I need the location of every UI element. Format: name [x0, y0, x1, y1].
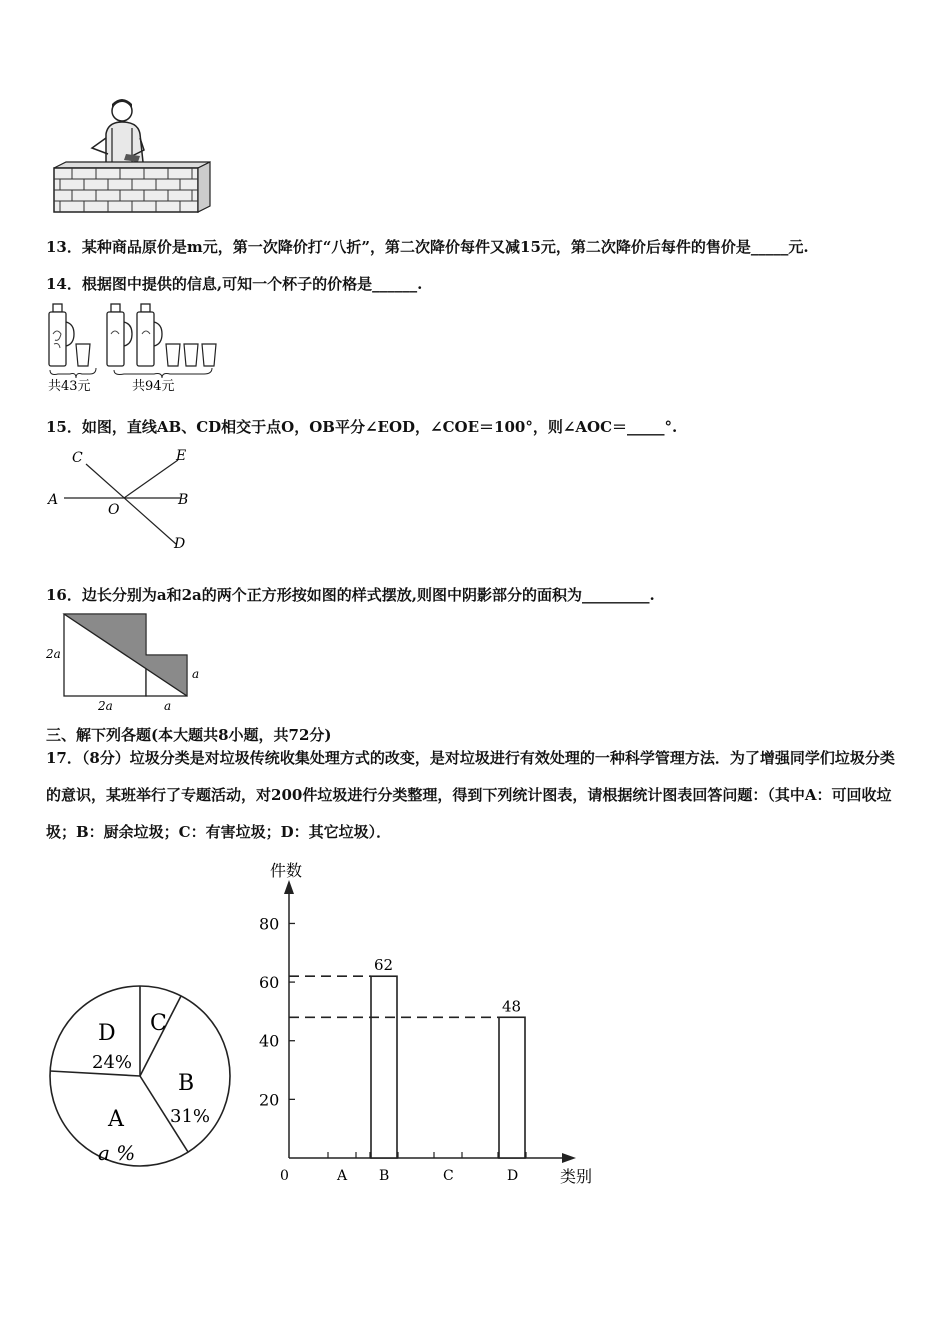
- x-tick-label-A: A: [337, 1168, 348, 1184]
- y-tick-label: 80: [259, 914, 280, 934]
- bar-value-label-B: 62: [374, 956, 394, 975]
- y-axis-arrow: [284, 880, 294, 894]
- thermos-icon: [137, 304, 162, 366]
- bricklayer-illustration: [48, 98, 214, 216]
- label-2a-left: 2a: [46, 647, 61, 661]
- label-D: D: [174, 536, 186, 552]
- x-tick-label-B: B: [379, 1168, 390, 1184]
- intersecting-lines-figure: [44, 444, 204, 556]
- label-a-right: a: [192, 667, 200, 681]
- y-tick-label: 60: [259, 973, 280, 993]
- question-14: 14．根据图中提供的信息,可知一个杯子的价格是______.: [46, 275, 423, 293]
- y-tick-label: 20: [259, 1090, 280, 1110]
- slice-label-D: D: [98, 1021, 116, 1046]
- bar-B: [371, 976, 397, 1158]
- y-tick-label: 40: [259, 1031, 280, 1051]
- thermos-cups-figure: [44, 300, 234, 396]
- thermos-icon: [107, 304, 132, 366]
- squares-figure: [44, 608, 214, 714]
- label-a-bottom: a: [164, 699, 172, 713]
- cup-icon: [184, 344, 198, 366]
- label-A: A: [48, 492, 59, 508]
- question-16: 16．边长分别为a和2a的两个正方形按如图的样式摆放,则图中阴影部分的面积为_________.: [46, 586, 655, 604]
- bar-chart: [250, 852, 620, 1198]
- price-label-2: 共94元: [132, 379, 175, 394]
- slice-value-D: 24%: [92, 1052, 133, 1073]
- bar-value-label-D: 48: [502, 997, 522, 1016]
- slice-value-A: a %: [98, 1141, 136, 1165]
- question-13: 13．某种商品原价是m元，第一次降价打“八折”，第二次降价每件又减15元，第二次降价后每件的售价是_____元.: [46, 238, 809, 256]
- slice-value-B: 31%: [170, 1106, 211, 1127]
- x-tick-label-D: D: [507, 1168, 519, 1184]
- thermos-icon: [49, 304, 74, 366]
- x-axis-label: 类别: [560, 1167, 593, 1186]
- cup-icon: [202, 344, 216, 366]
- label-B: B: [178, 492, 189, 508]
- bar-D: [499, 1017, 525, 1158]
- x-tick-label-C: C: [443, 1168, 454, 1184]
- cup-icon: [76, 344, 90, 366]
- label-2a-bottom: 2a: [98, 699, 113, 713]
- label-C: C: [72, 450, 83, 466]
- slice-label-A: A: [108, 1107, 124, 1132]
- question-17: 17．（8分）垃圾分类是对垃圾传统收集处理方式的改变，是对垃圾进行有效处理的一种科学管理方法．为了增强同学们垃圾分类的意识，某班举行了专题活动，对200件垃圾进行分类整理，得到下列统计图表，请根据统计图表回答问题：（其中A：可回收垃圾；B：厨余垃圾；C：有害垃圾；D：其它垃圾）．: [46, 749, 895, 841]
- x-axis-arrow: [562, 1153, 576, 1163]
- label-E: E: [176, 448, 187, 464]
- question-15: 15．如图，直线AB、CD相交于点O，OB平分∠EOD，∠COE＝100°，则∠AOC＝_____°.: [46, 418, 678, 436]
- section-3-heading: 三、解下列各题(本大题共8小题，共72分): [46, 726, 332, 744]
- label-O: O: [108, 502, 120, 518]
- slice-label-B: B: [178, 1071, 195, 1096]
- pie-chart: [44, 980, 240, 1176]
- cup-icon: [166, 344, 180, 366]
- slice-label-C: C: [150, 1011, 167, 1036]
- price-label-1: 共43元: [48, 379, 91, 394]
- y-axis-label: 件数: [270, 861, 303, 880]
- origin-label: 0: [280, 1168, 289, 1184]
